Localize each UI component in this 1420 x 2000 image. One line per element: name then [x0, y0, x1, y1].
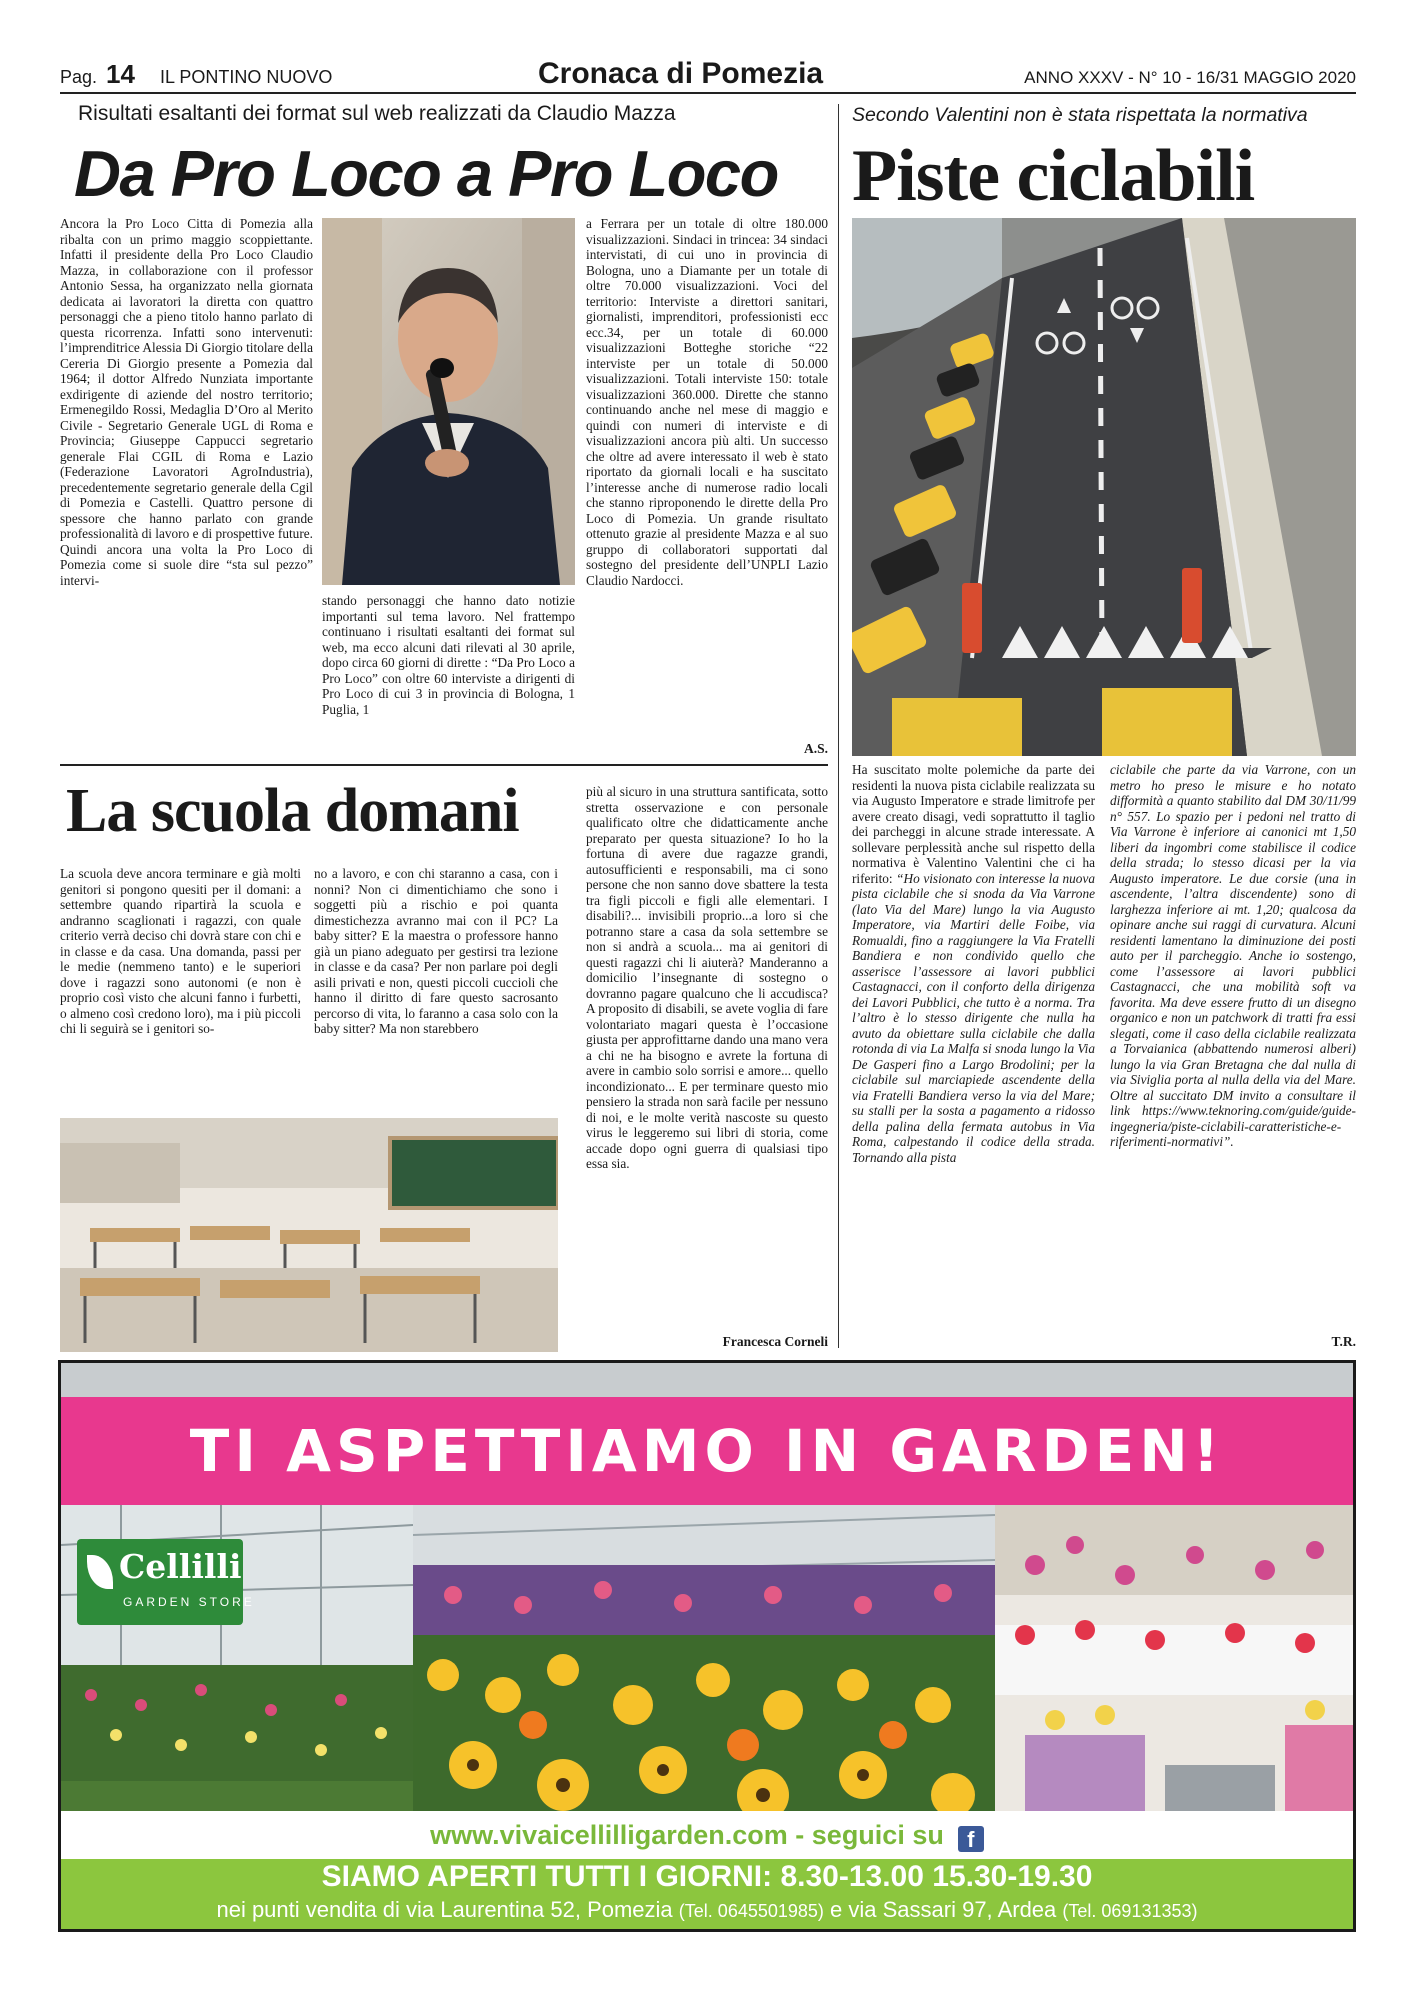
article1-column-2: [322, 593, 575, 717]
brand-name: Cellilli: [119, 1547, 242, 1586]
website-row: [61, 1811, 1353, 1859]
page-number: 14: [106, 59, 135, 89]
article1-signature: A.S.: [803, 741, 828, 756]
article2-text-1: [852, 762, 1095, 1165]
paper-name: IL PONTINO NUOVO: [160, 67, 333, 87]
article2-headline: Piste ciclabili: [852, 135, 1255, 217]
article3-text-3: più al sicuro in una struttura santificata, sotto stretta osservazione e con personale qualificato oltre che didatticamente anche preparato per questa situazione? Io ho la fortuna di avere due ragazze grandi, autosufficienti e responsabili, ma ci sono persone che non sanno dove sbattere la testa tra figli piccoli e figli alle elementari. I disabili?... invisibili proprio...a loro si che potranno stare a casa da sola settembre se non si andrà a scuola... ma ai genitori di questi ragazzi chi li aiuterà? Manderanno a domicilio l’insegnante di sostegno o dovranno pagare qualcuno che li accudisca? A proposito di disabili, se avete voglia di fare volontariato magari questa è l’occasione giusta per approfittarne dando una mano vera a chi ne ha bisogno e avrete la fortuna di avere in cambio solo sorrisi e amore... quello incondizionato... E per terminare questo mio pensiero la strada non sarà facile per nessuno di noi, e le molte verità nascoste su questo virus le leggeremo sui libri di storia, come accade dopo ogni guerra di qualsiasi tipo essa sia.: [586, 784, 828, 1171]
ad-banner: [61, 1397, 1353, 1505]
ad-banner-text: TI ASPETTIAMO IN GARDEN!: [189, 1417, 1225, 1485]
location-ardea: e via Sassari 97, Ardea: [830, 1897, 1057, 1922]
article3-column-3: [586, 784, 828, 1172]
article1-text-2: stando personaggi che hanno dato notizie importanti sul tema lavoro. Nel frattempo continuano i risultati esaltanti dei format sul web, ma ecco alcuni dati rilevati al 30 aprile, dopo circa 60 giorni di dirette : “Da Pro Loco a Pro Loco” con oltre 60 interviste a dirigenti di Pro Loco di cui 3 in provincia di Bologna, 1 Puglia, 1: [322, 593, 575, 717]
location-pomezia: nei punti vendita di via Laurentina 52, Pomezia: [216, 1897, 673, 1922]
article2-column-2: [1110, 762, 1356, 1150]
article3-headline: La scuola domani: [66, 777, 519, 845]
opening-hours: SIAMO APERTI TUTTI I GIORNI: 8.30-13.00 15.30-19.30: [321, 1860, 1093, 1893]
article1-text-3: a Ferrara per un totale di oltre 180.000 visualizzazioni. Sindaci in trincea: 34 sindaci intervistati, di cui uno in provincia di Bologna, uno a Diamante per un totale di oltre 70.000 visualizzazioni. Voci del territorio: Interviste a direttori sanitari, giornalisti, imprenditori, professionisti ecc ecc.34, per un totale di 60.000 visualizzazioni Botteghe storiche “22 interviste per un totale di 50.000 visualizzazioni. Totali interviste 150: totale visualizzazioni 360.000. Dirette che stanno continuando anche nel mese di maggio e quindi con numeri di interviste e di visualizzazioni ancora più alti. Un successo che oltre ad avere interessato il web è stato riportato da giornali locali e ha suscitato l’interesse anche di numerose radio locali che stanno riproponendo le dirette della Pro Loco di Pomezia. Un grande risultato ottenuto grazie al presidente Mazza e al suo gruppo di collaboratori supportati dal sostegno del presidente dell’UNPLI Lazio Claudio Nardocci.: [586, 216, 828, 588]
bike-lane-photo: [852, 218, 1356, 756]
bike-lane-image: [852, 218, 1356, 756]
article1-text-1: Ancora la Pro Loco Citta di Pomezia alla ribalta con un primo maggio scoppiettante. Infatti il presidente della Pro Loco Claudio Mazza, in collaborazione con il professor Antonio Sessa, ha organizzato nella giornata dedicata ai lavoratori la diretta con quattro personaggi che a pieno titolo hanno parlato di questa ricorrenza. Infatti sono intervenuti: l’imprenditrice Alessia Di Giorgio titolare della Cereria Di Giorgio presente a Pomezia dal 1964; il dottor Alfredo Nunziata importante exdirigente di aziende del nostro territorio; Ermenegildo Rossi, Medaglia D’Oro al Merito Civile - Segretario Generale UGL di Roma e Provincia; Giuseppe Cappucci segretario generale Flai CGIL di Roma e Lazio (Federazione Lavoratori AgroIndustria), precedentemente segretario generale della Cgil di Pomezia e Castelli. Quattro persone di spessore che hanno parlato con grande professionalità di lavoro e di prospettive future. Quindi ancora una volta la Pro Loco di Pomezia come si suole dire “sta sul pezzo” intervi-: [60, 216, 313, 588]
article2-signature: T.R.: [1331, 1334, 1356, 1349]
article-divider: [60, 764, 828, 766]
facebook-icon[interactable]: f: [958, 1826, 984, 1852]
website-link[interactable]: www.vivaicellilligarden.com - seguici su: [430, 1820, 944, 1850]
article3-text-2: no a lavoro, e con chi staranno a casa, con i nonni? Non ci dimentichiamo che sono i soggetti più a rischio e poi quanta dimestichezza avranno mai con il PC? La baby sitter? E la maestra o professore hanno già un piano adeguato per gestirsi tra lezione in classe e da casa? Per non parlare poi degli asili privati e non, questi piccoli cuccioli che hanno il diritto di fare questo sacrosanto percorso di vita, lo faranno a casa solo con la baby sitter? Ma non starebbero: [314, 866, 558, 1036]
article1-column-3: [586, 216, 828, 588]
article2-text-2: ciclabile che parte da via Varrone, con un metro ho preso le misure e ho notato difformità a quanto stabilito dal DM 30/11/99 n° 557. Lo spazio per i pedoni nel tratto di Via Varrone è inferiore ai canonici mt 1,50 liberi da ingombri come stabilisce il codice della strada; lo stesso dicasi per la via Augusto imperatore. Le due corsie (una in ascendente, l’altra discendente) sono di larghezza inferiore ai mt. 1,20; qualcosa da opinare anche sui raggi di curvatura. Alcuni residenti lamentano la diminuzione dei posti auto per il parcheggio. Anche io sostengo, come l’assessore ai lavori pubblici Castagnacci, che una mobilità soft va favorita. Ma deve essere frutto di un disegno organico e non un patchwork di tratti fra essi slegati, come il caso della ciclabile realizzata a Torvaianica (abbattendo numerosi alberi) lungo la via Gran Bretagna che dal nulla di via Siviglia porta al nulla della via del Mare. Oltre al succitato DM invito a consultare il link https://www.teknoring.com/guide/guide-ingegneria/piste-ciclabili-caratteristiche-e-riferimenti-normativi”.: [1110, 762, 1356, 1149]
article3-column-2: [314, 866, 558, 1037]
article3-column-1: [60, 866, 301, 1037]
garden-advertisement: [58, 1360, 1356, 1932]
portrait-image: [322, 218, 575, 585]
article2-kicker: Secondo Valentini non è stata rispettata la normativa: [852, 104, 1308, 126]
article2-text-plain: Ha suscitato molte polemiche da parte dei residenti la nuova pista ciclabile realizzata su via Augusto Imperatore e strade limitrofe per avere creato disagi, vedi soprattutto il taglio dei parcheggi in alcune strade interessate. A sollevare perplessità anche sul rispetto della normativa è Valentino Valentini che ci ha riferito:: [852, 762, 1095, 886]
article2-text-quote: “Ho visionato con interesse la nuova pista ciclabile che si snoda da Via Varrone (lato Via del Mare) lungo la via Augusto Imperatore, via Martiri delle Foibe, via Romualdi, fino a raggiungere la Via Fratelli Bandiera e non condivido quello che asserisce l’assessore ai lavori pubblici Castagnacci, con il conforto della dirigenza dei Lavori Pubblici, che tutto è a norma. Tra l’altro è lo stesso dirigente che nulla ha avuto da obiettare sulla ciclabile che dalla rotonda di via La Malfa si snoda lungo la Via De Gasperi fino a Largo Brodolini; per la ciclabile sul marciapiede ascendente della via Fratelli Bandiera verso la via del Mare; su stalli per la sosta a pagamento a ridosso della palina della fermata autobus in Via Roma, calpestando il codice della strada. Tornando alla pista: [852, 870, 1095, 1165]
article1-kicker: Risultati esaltanti dei format sul web realizzati da Claudio Mazza: [78, 102, 676, 125]
phone-pomezia[interactable]: (Tel. 0645501985): [678, 1901, 824, 1921]
classroom-photo: [60, 1118, 558, 1352]
article1-headline: Da Pro Loco a Pro Loco: [74, 137, 778, 210]
column-divider: [838, 104, 839, 1348]
phone-ardea[interactable]: (Tel. 069131353): [1062, 1901, 1198, 1921]
hours-panel: [61, 1859, 1353, 1929]
brand-logo: [77, 1539, 255, 1625]
article2-column-1: [852, 762, 1095, 1165]
leaf-icon: [87, 1555, 113, 1589]
article3-text-1: La scuola deve ancora terminare e già molti genitori si pongono quesiti per il domani: a settembre quando ripartirà la scuola e andranno scaglionati i ragazzi, con quale criterio verrà deciso chi dovrà stare con chi e in classe e da casa. Una domanda, passi per le medie (nemmeno tanto) e le superiori dove i ragazzi sono autonomi (e non è proprio così visto che alcuni fanno i furbetti, o almeno così credono loro), ma i più piccoli chi li seguirà se i genitori so-: [60, 866, 301, 1036]
article1-column-1: [60, 216, 313, 588]
store-locations: [61, 1895, 1353, 1926]
article3-signature: Francesca Corneli: [722, 1334, 828, 1349]
page-label: Pag.: [60, 67, 98, 87]
section-title: Cronaca di Pomezia: [538, 57, 824, 90]
portrait-photo: [322, 218, 575, 585]
classroom-image: [60, 1118, 558, 1352]
brand-subtitle: GARDEN STORE: [123, 1595, 255, 1609]
issue-info: ANNO XXXV - N° 10 - 16/31 MAGGIO 2020: [1024, 68, 1356, 87]
page-header: [60, 57, 1356, 94]
